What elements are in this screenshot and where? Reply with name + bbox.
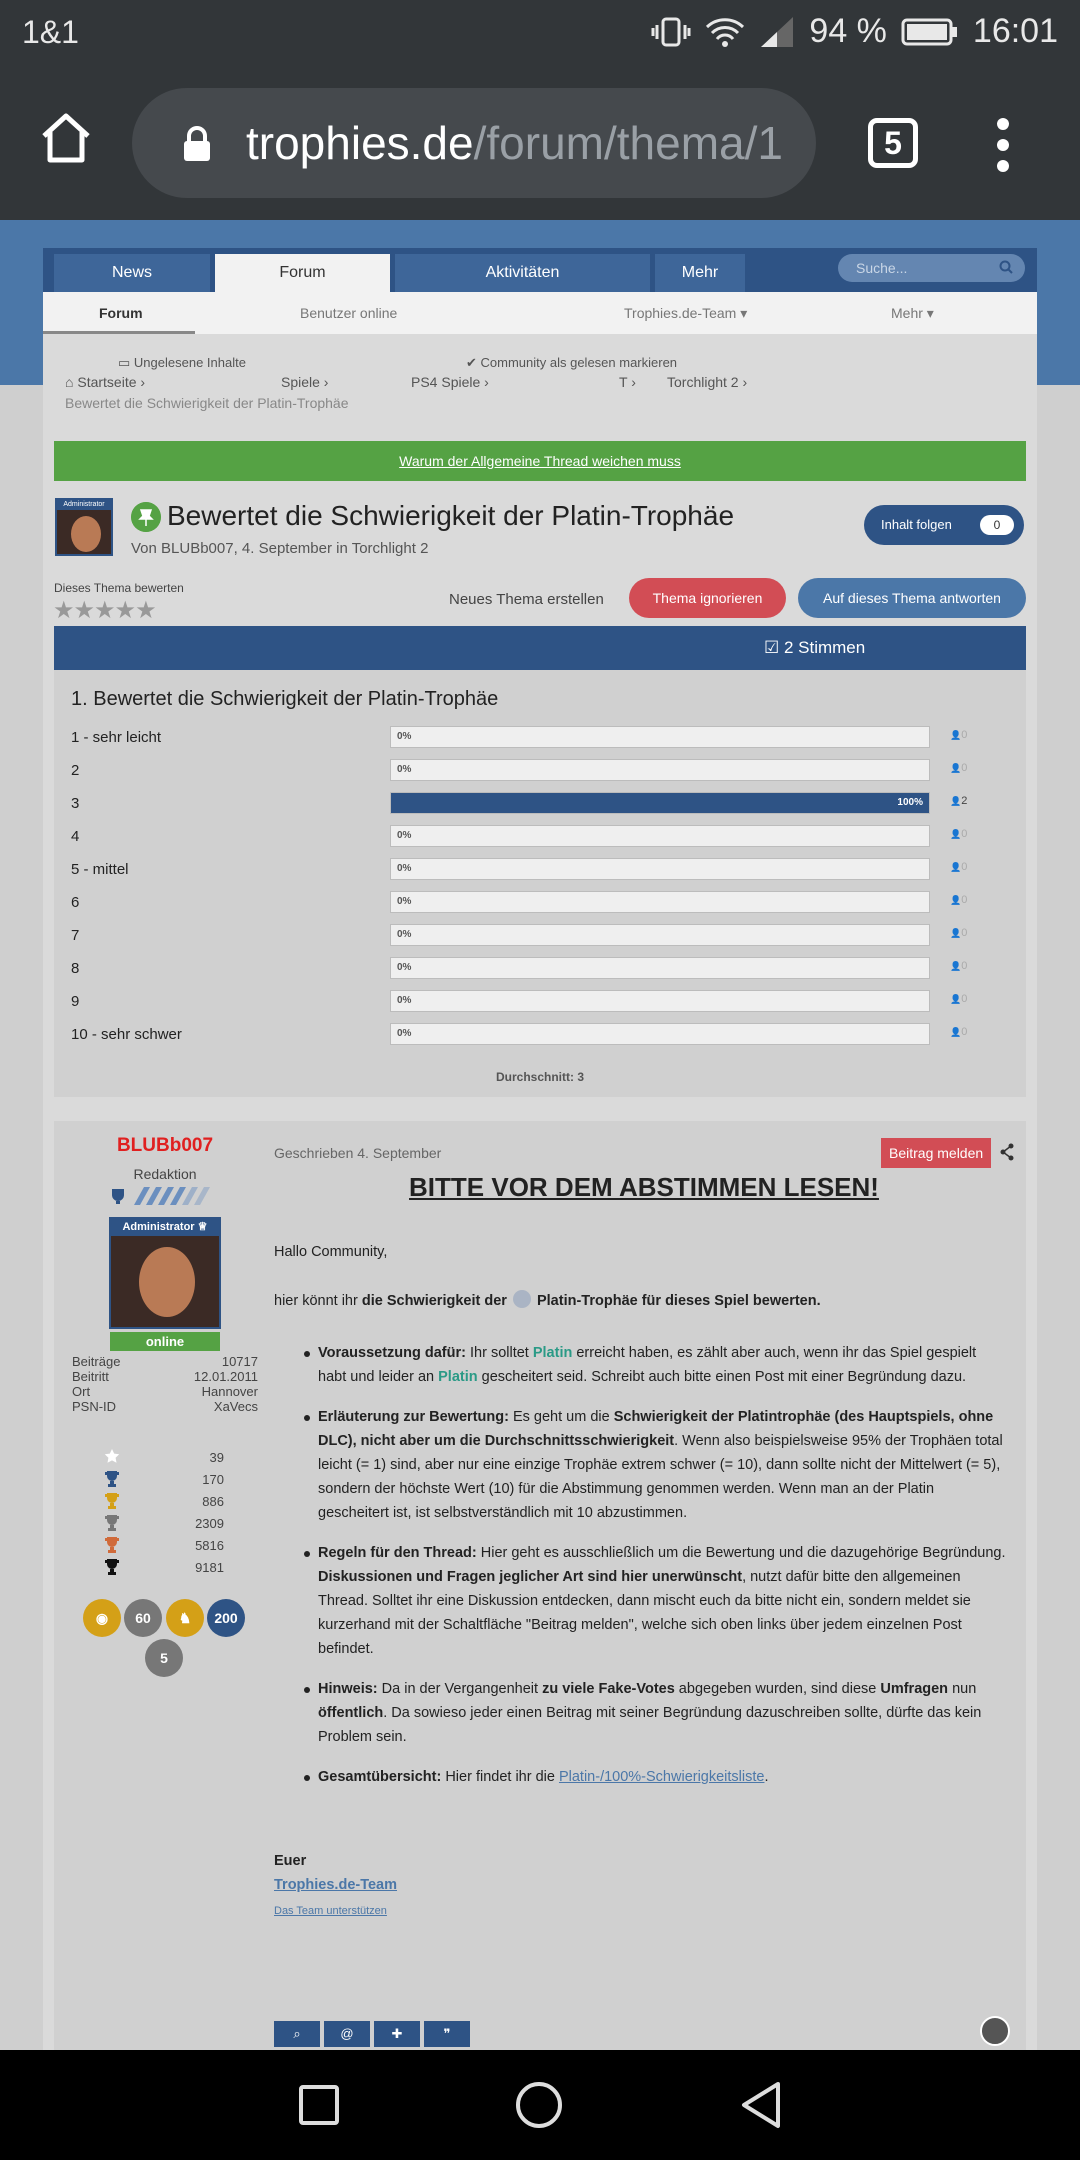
poll-option-label: 7 xyxy=(71,927,80,944)
rank-icon xyxy=(110,1187,220,1205)
user-icon: 👤 xyxy=(950,928,962,938)
system-nav-bar xyxy=(0,2050,1080,2160)
topic-header xyxy=(43,493,1037,573)
poll-option-voters[interactable]: 👤0 xyxy=(950,960,968,972)
poll-option-label: 2 xyxy=(71,762,80,779)
battery-percent: 94 % xyxy=(809,12,887,50)
subnav-team[interactable]: Trophies.de-Team ▾ xyxy=(624,305,748,321)
wifi-icon xyxy=(705,15,745,49)
star-icon xyxy=(104,1448,120,1466)
poll-average: Durchschnitt: 3 xyxy=(495,1070,584,1084)
silver-trophy-icon xyxy=(104,1514,120,1532)
breadcrumb-current: Bewertet die Schwierigkeit der Platin-Trophäe xyxy=(65,395,349,411)
web-page xyxy=(0,220,1080,2050)
new-topic-link[interactable]: Neues Thema erstellen xyxy=(449,591,604,608)
tab-news[interactable]: News xyxy=(54,254,210,292)
poll-option-voters[interactable]: 👤0 xyxy=(950,993,968,1005)
signature-text: Euer xyxy=(274,1853,307,1869)
reply-button[interactable]: Auf dieses Thema antworten xyxy=(798,578,1026,618)
poll-option-percent: 0% xyxy=(397,896,412,907)
count-badge-60: 60 xyxy=(124,1599,162,1637)
poll-option-label: 8 xyxy=(71,960,80,977)
avatar-face xyxy=(71,516,101,552)
poll-option-bar xyxy=(390,858,930,880)
poll-option-voters[interactable]: 👤0 xyxy=(950,894,968,906)
poll-option-voters[interactable]: 👤0 xyxy=(950,762,968,774)
trophy-count-value: 2309 xyxy=(195,1516,224,1531)
breadcrumb-home[interactable]: ⌂ Startseite › xyxy=(65,374,146,390)
poll-option xyxy=(54,726,1026,750)
rules-list xyxy=(318,1341,1008,1805)
poll-option xyxy=(54,990,1026,1014)
share-icon[interactable] xyxy=(1000,1143,1014,1161)
team-link[interactable]: Trophies.de-Team xyxy=(274,1877,398,1893)
poll-option xyxy=(54,1023,1026,1047)
gold-trophy-icon xyxy=(104,1492,120,1510)
trophy-count-row xyxy=(104,1536,224,1558)
poll-option-bar xyxy=(390,924,930,946)
trophy-count-value: 170 xyxy=(202,1472,224,1487)
breadcrumb-ps4[interactable]: PS4 Spiele › xyxy=(411,374,489,390)
topic-author-avatar[interactable] xyxy=(55,498,113,556)
poll-option-percent: 0% xyxy=(397,1028,412,1039)
poll-option-label: 6 xyxy=(71,894,80,911)
poll-option xyxy=(54,825,1026,849)
subnav-online-users[interactable]: Benutzer online xyxy=(300,305,398,321)
user-icon: 👤 xyxy=(950,1027,962,1037)
poll-option-voters[interactable]: 👤0 xyxy=(950,927,968,939)
user-icon: 👤 xyxy=(950,994,962,1004)
poll-option-bar xyxy=(390,759,930,781)
rule-prerequisite: Voraussetzung dafür: Ihr solltet Platin erreicht haben, es zählt aber auch, wenn ihr das Spiel gespielt habt und leider an Platin gescheitert seid. Schreibt auch bitte einen Post mit einer Begründung dazu. xyxy=(318,1341,1008,1389)
page-container xyxy=(43,248,1037,2050)
announcement-banner[interactable]: Warum der Allgemeine Thread weichen muss xyxy=(54,441,1026,481)
platinum-trophy-icon xyxy=(104,1470,120,1488)
trophy-count-row xyxy=(104,1448,224,1470)
quote-icon[interactable]: ❞ xyxy=(424,2021,470,2047)
battery-icon xyxy=(901,17,959,47)
mark-read-link[interactable]: ✔ Community als gelesen markieren xyxy=(466,355,678,370)
trophy-icon[interactable] xyxy=(980,2016,1010,2046)
bronze-trophy-icon xyxy=(104,1536,120,1554)
trophy-count-value: 9181 xyxy=(195,1560,224,1575)
search-input[interactable] xyxy=(838,254,1025,282)
poll-option-percent: 0% xyxy=(397,863,412,874)
poll-option-percent: 100% xyxy=(897,797,923,808)
post-headline: BITTE VOR DEM ABSTIMMEN LESEN! xyxy=(409,1172,879,1202)
poll-option-fill xyxy=(391,793,929,813)
poll-option-label: 4 xyxy=(71,828,80,845)
report-post-button[interactable]: Beitrag melden xyxy=(881,1138,991,1168)
mention-icon[interactable]: @ xyxy=(324,2021,370,2047)
search-tool-icon[interactable]: ⌕ xyxy=(274,2021,320,2047)
poll-option-percent: 0% xyxy=(397,995,412,1006)
poll-option xyxy=(54,891,1026,915)
online-status: online xyxy=(110,1332,220,1351)
lock-icon xyxy=(182,126,212,162)
poll-option-percent: 0% xyxy=(397,962,412,973)
back-icon[interactable] xyxy=(738,2080,784,2130)
author-avatar[interactable] xyxy=(109,1217,221,1329)
rate-topic-label: Dieses Thema bewerten xyxy=(54,581,184,595)
camera-badge-icon: ◉ xyxy=(83,1599,121,1637)
platinum-trophy-icon xyxy=(513,1290,531,1308)
browser-toolbar xyxy=(0,66,1080,220)
poll-option-label: 5 - mittel xyxy=(71,861,129,878)
user-icon: 👤 xyxy=(950,895,962,905)
admin-badge: Administrator xyxy=(57,500,111,510)
signal-icon xyxy=(759,15,795,49)
rule-thread-rules: Regeln für den Thread: Hier geht es ausschließlich um die Bewertung und die dazugehörige Begründung. Diskussionen und Fragen jeglicher Art sind hier unerwünscht, nutzt dafür bitte den allgemeinen Thread. Solltet ihr eine Diskussion entdecken, dann mischt euch da bitte nicht ein, sondern meldet sie kurzerhand mit der Schaltfläche "Beitrag melden", welche sich oben links über jedem einzelnen Post befindet. xyxy=(318,1541,1008,1661)
rating-stars[interactable]: ★★★★★ xyxy=(53,597,156,624)
poll-option-voters[interactable]: 👤2 xyxy=(950,795,968,807)
pinned-icon xyxy=(131,502,161,532)
poll-option-label: 10 - sehr schwer xyxy=(71,1026,182,1043)
poll-option-voters[interactable]: 👤0 xyxy=(950,861,968,873)
trophy-count-value: 886 xyxy=(202,1494,224,1509)
poll-option xyxy=(54,759,1026,783)
user-icon: 👤 xyxy=(950,961,962,971)
poll-option-bar xyxy=(390,1023,930,1045)
poll-option-percent: 0% xyxy=(397,830,412,841)
rule-explanation: Erläuterung zur Bewertung: Es geht um die Schwierigkeit der Platintrophäe (des Hauptspiels, ohne DLC), nicht aber um die Durchschnittsschwierigkeit. Wenn also beispielsweise 95% der Trophäen total leicht (= 1) sind, aber nur eine einzige Trophäe extrem schwer (= 10), dann sollte nicht der Mittelwert (= 5), sondern der höchste Wert (10) für die Abstimmung genommen werden. Wenn man an der Platin gescheitert ist, ist selbstverständlich mit 10 abzustimmen. xyxy=(318,1405,1008,1525)
sub-nav xyxy=(43,292,1037,334)
poll-option-voters[interactable]: 👤0 xyxy=(950,729,968,741)
poll-option-voters[interactable]: 👤0 xyxy=(950,828,968,840)
poll-option-bar xyxy=(390,990,930,1012)
poll-option-label: 3 xyxy=(71,795,80,812)
status-bar xyxy=(0,0,1080,66)
poll-option xyxy=(54,858,1026,882)
url-host: trophies.de xyxy=(246,117,474,169)
user-icon: 👤 xyxy=(950,763,962,773)
user-icon: 👤 xyxy=(950,796,962,806)
clock: 16:01 xyxy=(972,12,1058,50)
breadcrumb-torchlight[interactable]: Torchlight 2 › xyxy=(667,374,748,390)
search-placeholder: Suche... xyxy=(856,260,908,276)
admin-badge: Administrator ♕ xyxy=(111,1219,219,1236)
home-nav-icon[interactable] xyxy=(514,2080,564,2130)
poll-question: 1. Bewertet die Schwierigkeit der Platin-Trophäe xyxy=(71,688,499,710)
user-icon: 👤 xyxy=(950,829,962,839)
poll-header xyxy=(54,626,1026,670)
breadcrumb-spiele[interactable]: Spiele › xyxy=(281,374,329,390)
user-icon: 👤 xyxy=(950,730,962,740)
support-team-link[interactable]: Das Team unterstützen xyxy=(274,1905,387,1917)
post-author: BLUBb007 Redaktion Administrator ♕ online Beiträge 10717 Beitritt 12.01.2011 Ort Hannover PSN-ID XaVecs 39 170 886 2309 5816 9181 ◉ 60 ♞ 200 5 xyxy=(54,1121,276,2050)
topic-meta: Von BLUBb007, 4. September in Torchlight 2 xyxy=(131,540,429,557)
url-path: /forum/thema/1 xyxy=(473,117,783,169)
vibrate-icon xyxy=(651,15,691,49)
poll-option xyxy=(54,924,1026,948)
topic-title: Bewertet die Schwierigkeit der Platin-Trophäe xyxy=(167,500,735,531)
follow-label: Inhalt folgen xyxy=(881,517,952,532)
count-badge-200: 200 xyxy=(207,1599,245,1637)
poll-option-bar xyxy=(390,825,930,847)
rule-note: Hinweis: Da in der Vergangenheit zu viele Fake-Votes abgegeben wurden, sind diese Umfragen nun öffentlich. Da sowieso jeder einen Beitrag mit seiner Begründung dazuschreiben sollte, dürfte das kein Problem sein. xyxy=(318,1677,1008,1749)
subnav-active-indicator xyxy=(43,331,195,334)
poll-option-bar xyxy=(390,891,930,913)
search-icon[interactable] xyxy=(999,260,1013,274)
poll-option xyxy=(54,957,1026,981)
user-icon: 👤 xyxy=(950,862,962,872)
poll-option-percent: 0% xyxy=(397,731,412,742)
trophy-count-row xyxy=(104,1514,224,1536)
author-name[interactable]: BLUBb007 xyxy=(116,1135,214,1156)
subnav-forum[interactable]: Forum xyxy=(99,305,143,321)
poll-option-bar xyxy=(390,792,930,814)
trophy-count-row xyxy=(104,1558,224,1580)
post-tools xyxy=(274,2021,470,2047)
plus-icon[interactable]: ✚ xyxy=(374,2021,420,2047)
ignore-topic-button[interactable]: Thema ignorieren xyxy=(629,578,786,618)
poll-option-bar xyxy=(390,726,930,748)
post-body xyxy=(274,1121,1014,2050)
post xyxy=(54,1121,1026,2050)
trophy-count-value: 5816 xyxy=(195,1538,224,1553)
breadcrumb-t[interactable]: T › xyxy=(619,374,636,390)
rule-overview: Gesamtübersicht: Hier findet ihr die Platin-/100%-Schwierigkeitsliste. xyxy=(318,1765,1008,1789)
follow-button[interactable] xyxy=(864,505,1024,545)
subnav-more[interactable]: Mehr ▾ xyxy=(891,305,934,321)
post-greeting: Hallo Community, xyxy=(274,1244,388,1260)
post-date: Geschrieben 4. September xyxy=(274,1145,442,1161)
poll-option-label: 1 - sehr leicht xyxy=(71,729,162,746)
rabbit-badge-icon: ♞ xyxy=(166,1599,204,1637)
poll-votes[interactable]: ☑ 2 Stimmen xyxy=(764,638,866,657)
difficulty-list-link[interactable]: Platin-/100%-Schwierigkeitsliste xyxy=(558,1769,765,1785)
carrier-name: 1&1 xyxy=(22,14,79,50)
unread-content-link[interactable]: ▭ Ungelesene Inhalte xyxy=(118,355,246,370)
tab-forum[interactable]: Forum xyxy=(215,254,390,292)
url-text xyxy=(246,116,806,170)
trophy-count-row xyxy=(104,1492,224,1514)
poll-option-percent: 0% xyxy=(397,929,412,940)
main-nav xyxy=(43,248,1037,292)
follow-count: 0 xyxy=(980,515,1014,535)
poll-option-bar xyxy=(390,957,930,979)
trophy-count-value: 39 xyxy=(209,1450,224,1465)
browser-menu-icon[interactable] xyxy=(996,118,1010,172)
poll-option xyxy=(54,792,1026,816)
trophy-count-row xyxy=(104,1470,224,1492)
avatar-face xyxy=(139,1247,195,1317)
poll-option-voters[interactable]: 👤0 xyxy=(950,1026,968,1038)
tab-activities[interactable]: Aktivitäten xyxy=(395,254,650,292)
years-badge: 5 xyxy=(145,1639,183,1677)
total-trophy-icon xyxy=(104,1558,120,1576)
post-intro: hier könnt ihr die Schwierigkeit der Platin-Trophäe für dieses Spiel bewerten. xyxy=(274,1289,821,1313)
recents-icon[interactable] xyxy=(298,2084,340,2126)
status-icons xyxy=(651,12,1058,51)
poll xyxy=(54,670,1026,1097)
tab-more[interactable]: Mehr xyxy=(655,254,745,292)
author-role: Redaktion xyxy=(133,1166,197,1182)
url-bar[interactable] xyxy=(132,88,816,198)
poll-option-label: 9 xyxy=(71,993,80,1010)
tab-switcher-button[interactable]: 5 xyxy=(868,118,918,168)
poll-option-percent: 0% xyxy=(397,764,412,775)
home-icon[interactable] xyxy=(40,112,92,164)
